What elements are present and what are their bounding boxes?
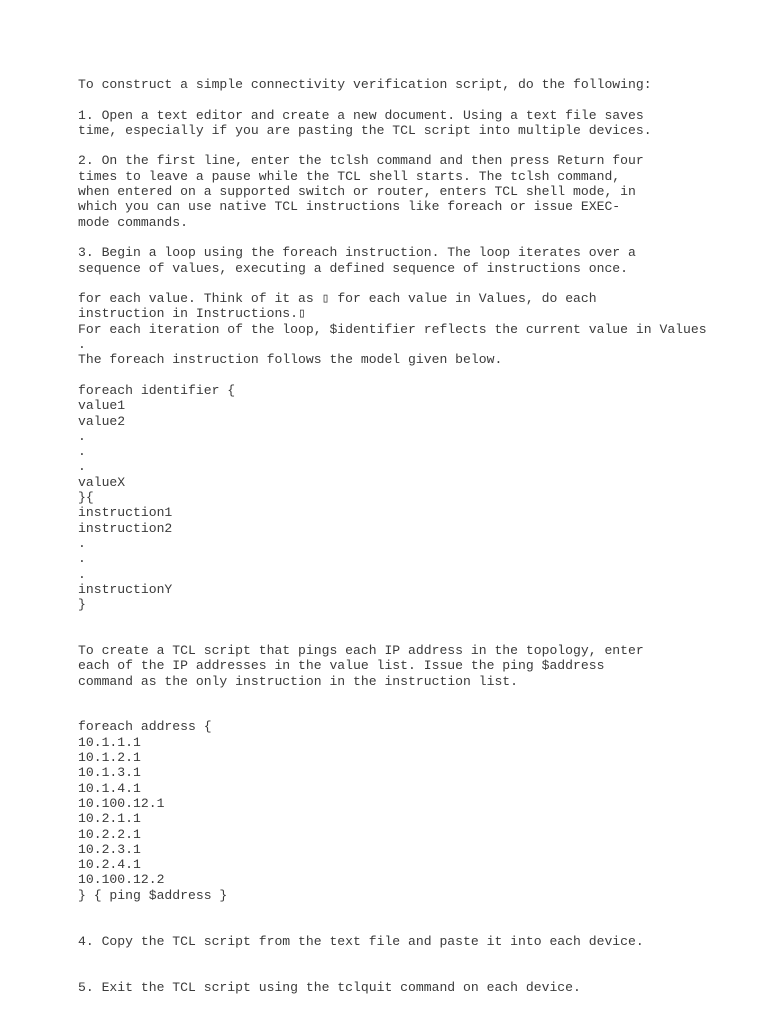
code-line: 10.2.1.1 — [78, 811, 141, 827]
text-line: instruction in Instructions.▯ — [78, 306, 306, 322]
code-line: 10.1.2.1 — [78, 750, 141, 766]
text-line — [78, 704, 758, 719]
text-line: each of the IP addresses in the value list. Issue the ping $address — [78, 658, 605, 674]
text-line: To construct a simple connectivity verification script, do the following: — [78, 77, 652, 92]
text-line — [78, 276, 758, 291]
text-line — [78, 368, 758, 383]
code-line: }{ — [78, 490, 94, 506]
code-line: instruction1 — [78, 505, 173, 521]
text-line: The foreach instruction follows the model given below. — [78, 352, 503, 368]
text-line: when entered on a supported switch or router, enters TCL shell mode, in — [78, 184, 636, 200]
code-line: foreach identifier { — [78, 382, 236, 398]
text-line: 5. Exit the TCL script using the tclquit command on each device. — [78, 979, 581, 995]
code-line: instruction2 — [78, 520, 173, 536]
text-line: command as the only instruction in the instruction list. — [78, 673, 519, 689]
text-line: for each value. Think of it as ▯ for each value in Values, do each — [78, 291, 597, 307]
text-line: To create a TCL script that pings each IP address in the topology, enter — [78, 642, 644, 658]
code-line: instructionY — [78, 581, 173, 597]
text-line: time, especially if you are pasting the TCL script into multiple devices. — [78, 122, 652, 138]
code-line: . — [78, 428, 86, 444]
code-line: . — [78, 444, 86, 460]
code-line: . — [78, 566, 86, 582]
code-line: 10.1.1.1 — [78, 734, 141, 750]
text-line — [78, 918, 758, 933]
text-line — [78, 92, 758, 107]
text-line: which you can use native TCL instructions like foreach or issue EXEC- — [78, 199, 621, 215]
text-line — [78, 964, 758, 979]
code-line: 10.2.2.1 — [78, 826, 141, 842]
text-line — [78, 138, 758, 153]
code-line: foreach address { — [78, 719, 212, 735]
code-line: 10.1.4.1 — [78, 780, 141, 796]
text-line — [78, 949, 758, 964]
code-line: 10.2.4.1 — [78, 857, 141, 873]
code-line: . — [78, 535, 86, 551]
text-line — [78, 689, 758, 704]
code-line: } — [78, 597, 86, 613]
text-line: 4. Copy the TCL script from the text file and paste it into each device. — [78, 933, 644, 949]
code-line: . — [78, 551, 86, 567]
text-line — [78, 628, 758, 643]
text-line — [78, 903, 758, 918]
code-line: } { ping $address } — [78, 887, 228, 903]
code-line: valueX — [78, 474, 126, 490]
text-line — [78, 612, 758, 627]
text-line: sequence of values, executing a defined sequence of instructions once. — [78, 260, 629, 276]
text-line: times to leave a pause while the TCL shell starts. The tclsh command, — [78, 168, 621, 184]
code-line: 10.100.12.1 — [78, 795, 165, 811]
text-line: mode commands. — [78, 214, 189, 230]
code-line: value2 — [78, 413, 126, 429]
code-line: . — [78, 459, 86, 475]
text-line: . — [78, 337, 86, 353]
text-line: 2. On the first line, enter the tclsh command and then press Return four — [78, 153, 644, 169]
code-line: 10.100.12.2 — [78, 872, 165, 888]
text-line: 3. Begin a loop using the foreach instruction. The loop iterates over a — [78, 245, 636, 261]
code-line: 10.1.3.1 — [78, 765, 141, 781]
text-line: For each iteration of the loop, $identifier reflects the current value in Values — [78, 321, 707, 337]
document-body — [78, 77, 758, 995]
text-line: 1. Open a text editor and create a new document. Using a text file saves — [78, 107, 644, 123]
text-line — [78, 230, 758, 245]
code-line: 10.2.3.1 — [78, 841, 141, 857]
code-line: value1 — [78, 398, 126, 414]
